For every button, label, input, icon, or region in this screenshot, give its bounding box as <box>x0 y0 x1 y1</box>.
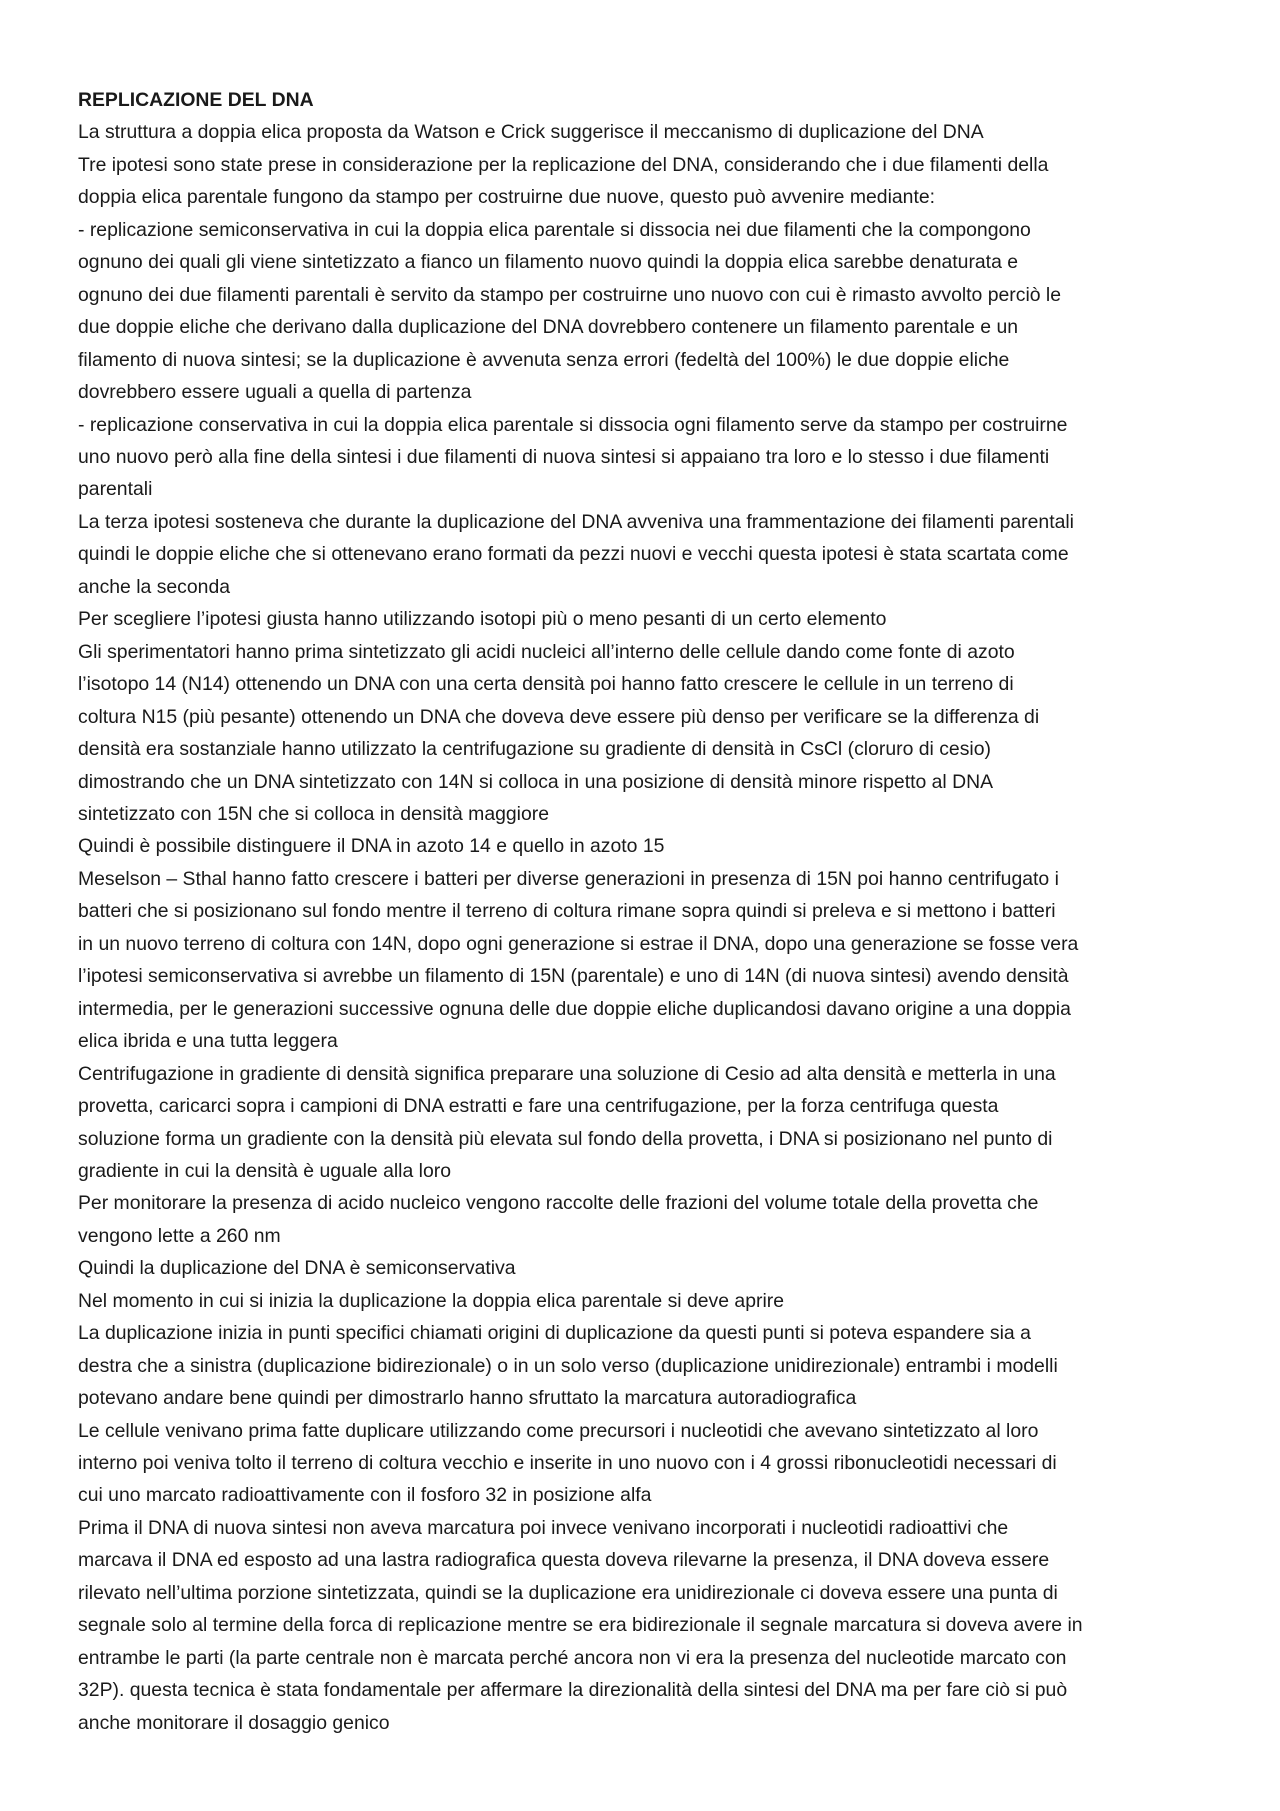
text-line: densità era sostanziale hanno utilizzato la centrifugazione su gradiente di densità in CsCl (cloruro di cesio) <box>78 738 991 761</box>
text-line: La duplicazione inizia in punti specifici chiamati origini di duplicazione da questi punti si poteva espandere sia a <box>78 1322 1031 1345</box>
document-page <box>78 84 1218 1739</box>
text-line: vengono lette a 260 nm <box>78 1224 281 1247</box>
text-line: Quindi è possibile distinguere il DNA in azoto 14 e quello in azoto 15 <box>78 835 665 858</box>
text-line: Meselson – Sthal hanno fatto crescere i batteri per diverse generazioni in presenza di 15N poi hanno centrifugato i <box>78 867 1059 890</box>
text-line: La terza ipotesi sosteneva che durante la duplicazione del DNA avveniva una frammentazione dei filamenti parentali <box>78 510 1074 533</box>
text-line: parentali <box>78 478 153 501</box>
text-line: provetta, caricarci sopra i campioni di DNA estratti e fare una centrifugazione, per la forza centrifuga questa <box>78 1095 999 1118</box>
text-line: coltura N15 (più pesante) ottenendo un DNA che doveva deve essere più denso per verificare se la differenza di <box>78 705 1040 728</box>
text-line: segnale solo al termine della forca di replicazione mentre se era bidirezionale il segnale marcatura si doveva avere in <box>78 1614 1083 1637</box>
text-line: Tre ipotesi sono state prese in considerazione per la replicazione del DNA, considerando che i due filamenti della <box>78 153 1049 176</box>
text-line: rilevato nell’ultima porzione sintetizzata, quindi se la duplicazione era unidirezionale ci doveva essere una punta di <box>78 1581 1058 1604</box>
page-title: REPLICAZIONE DEL DNA <box>78 89 314 111</box>
text-line: cui uno marcato radioattivamente con il fosforo 32 in posizione alfa <box>78 1484 652 1507</box>
text-line: potevano andare bene quindi per dimostrarlo hanno sfruttato la marcatura autoradiografica <box>78 1387 857 1410</box>
text-line: Nel momento in cui si inizia la duplicazione la doppia elica parentale si deve aprire <box>78 1289 784 1312</box>
document-body <box>78 116 1218 1739</box>
text-line: anche monitorare il dosaggio genico <box>78 1711 390 1734</box>
text-line: soluzione forma un gradiente con la densità più elevata sul fondo della provetta, i DNA si posizionano nel punto di <box>78 1127 1053 1150</box>
text-line: dimostrando che un DNA sintetizzato con 14N si colloca in una posizione di densità minore rispetto al DNA <box>78 770 994 793</box>
text-line: sintetizzato con 15N che si colloca in densità maggiore <box>78 802 550 825</box>
text-line: doppia elica parentale fungono da stampo per costruirne due nuove, questo può avvenire mediante: <box>78 186 936 209</box>
text-line: l’ipotesi semiconservativa si avrebbe un filamento di 15N (parentale) e uno di 14N (di nuova sintesi) avendo densità <box>78 965 1069 988</box>
text-line: - replicazione semiconservativa in cui la doppia elica parentale si dissocia nei due filamenti che la compongono <box>78 218 1031 241</box>
text-line: destra che a sinistra (duplicazione bidirezionale) o in un solo verso (duplicazione unidirezionale) entrambi i modelli <box>78 1354 1058 1377</box>
text-line: Per scegliere l’ipotesi giusta hanno utilizzando isotopi più o meno pesanti di un certo elemento <box>78 608 887 631</box>
text-line: La struttura a doppia elica proposta da Watson e Crick suggerisce il meccanismo di duplicazione del DNA <box>78 121 984 144</box>
text-line: filamento di nuova sintesi; se la duplicazione è avvenuta senza errori (fedeltà del 100%) le due doppie eliche <box>78 348 1010 371</box>
text-line: ognuno dei due filamenti parentali è servito da stampo per costruirne uno nuovo con cui è rimasto avvolto perciò le <box>78 283 1062 306</box>
text-line: in un nuovo terreno di coltura con 14N, dopo ogni generazione si estrae il DNA, dopo una generazione se fosse vera <box>78 932 1079 955</box>
text-line: intermedia, per le generazioni successive ognuna delle due doppie eliche duplicandosi davano origine a una doppia <box>78 997 1071 1020</box>
text-line: marcava il DNA ed esposto ad una lastra radiografica questa doveva rilevarne la presenza, il DNA doveva essere <box>78 1549 1050 1572</box>
text-line: ognuno dei quali gli viene sintetizzato a fianco un filamento nuovo quindi la doppia elica sarebbe denaturata e <box>78 251 1019 274</box>
text-line: Gli sperimentatori hanno prima sintetizzato gli acidi nucleici all’interno delle cellule dando come fonte di azoto <box>78 640 1015 663</box>
text-line: due doppie eliche che derivano dalla duplicazione del DNA dovrebbero contenere un filamento parentale e un <box>78 316 1019 339</box>
text-line: quindi le doppie eliche che si ottenevano erano formati da pezzi nuovi e vecchi questa ipotesi è stata scartata come <box>78 543 1069 566</box>
text-line: uno nuovo però alla fine della sintesi i due filamenti di nuova sintesi si appaiano tra loro e lo stesso i due filamenti <box>78 445 1050 468</box>
text-line: dovrebbero essere uguali a quella di partenza <box>78 381 472 404</box>
text-line: elica ibrida e una tutta leggera <box>78 1030 338 1053</box>
text-line: anche la seconda <box>78 575 231 598</box>
text-line: gradiente in cui la densità è uguale alla loro <box>78 1159 451 1182</box>
text-line: l’isotopo 14 (N14) ottenendo un DNA con una certa densità poi hanno fatto crescere le cellule in un terreno di <box>78 673 1014 696</box>
text-line: Quindi la duplicazione del DNA è semiconservativa <box>78 1257 516 1280</box>
text-line: Per monitorare la presenza di acido nucleico vengono raccolte delle frazioni del volume totale della provetta che <box>78 1192 1039 1215</box>
text-line: interno poi veniva tolto il terreno di coltura vecchio e inserite in uno nuovo con i 4 grossi ribonucleotidi necessari di <box>78 1452 1057 1475</box>
text-line: Prima il DNA di nuova sintesi non aveva marcatura poi invece venivano incorporati i nucleotidi radioattivi che <box>78 1516 1009 1539</box>
text-line: 32P). questa tecnica è stata fondamentale per affermare la direzionalità della sintesi del DNA ma per fare ciò si può <box>78 1679 1068 1702</box>
text-line: Centrifugazione in gradiente di densità significa preparare una soluzione di Cesio ad alta densità e metterla in una <box>78 1062 1056 1085</box>
text-line: - replicazione conservativa in cui la doppia elica parentale si dissocia ogni filamento serve da stampo per costruirne <box>78 413 1068 436</box>
text-line: Le cellule venivano prima fatte duplicare utilizzando come precursori i nucleotidi che avevano sintetizzato al loro <box>78 1419 1039 1442</box>
text-line: batteri che si posizionano sul fondo mentre il terreno di coltura rimane sopra quindi si preleva e si mettono i batteri <box>78 900 1056 923</box>
text-line: entrambe le parti (la parte centrale non è marcata perché ancora non vi era la presenza del nucleotide marcato con <box>78 1646 1067 1669</box>
